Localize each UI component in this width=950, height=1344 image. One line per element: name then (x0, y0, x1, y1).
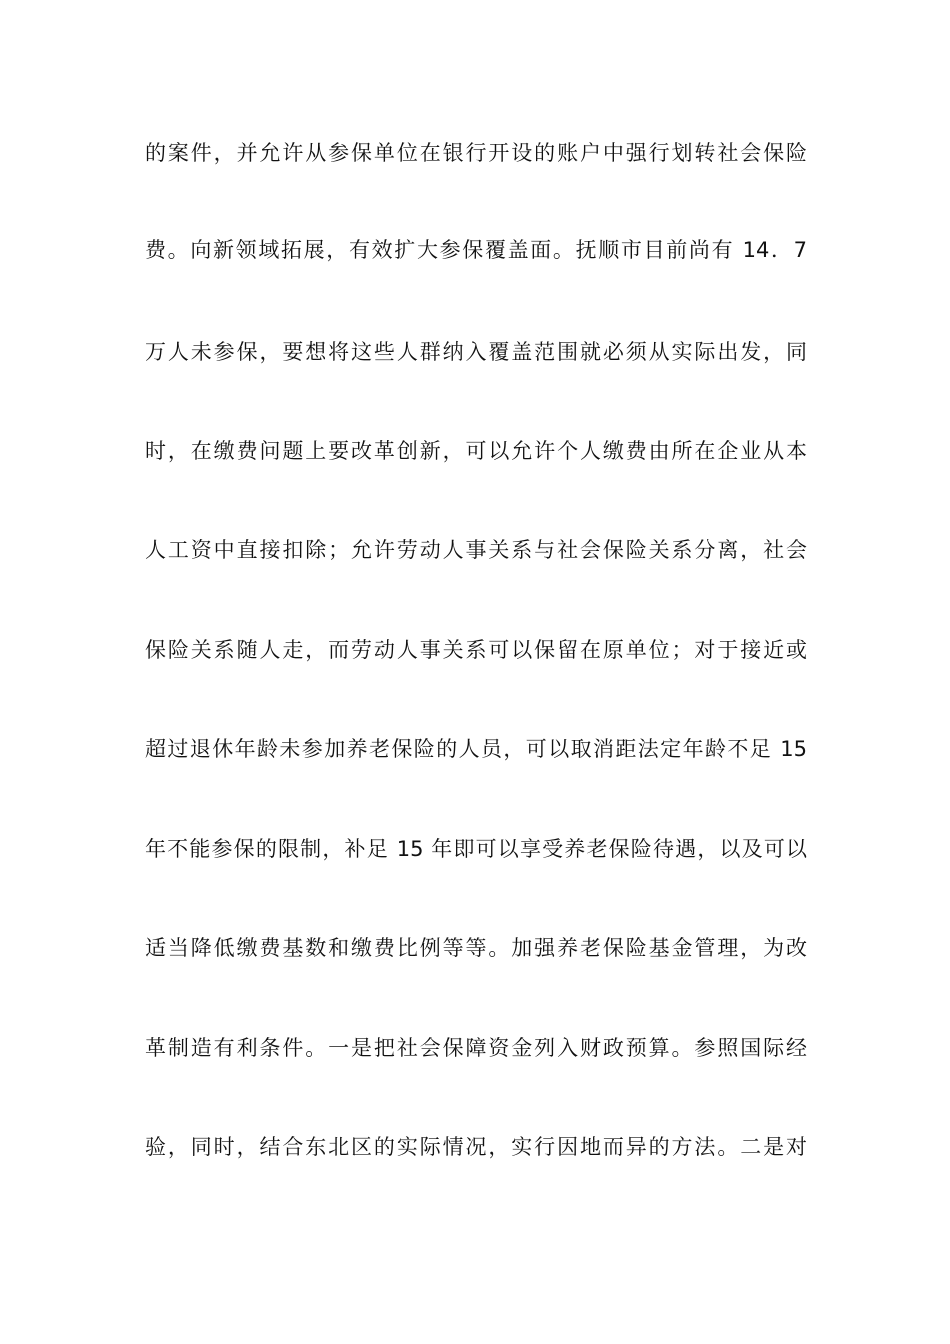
text-line: 验，同时，结合东北区的实际情况，实行因地而异的方法。二是对 (145, 1135, 807, 1159)
text-line: 年不能参保的限制，补足 15 年即可以享受养老保险待遇，以及可以 (145, 837, 807, 861)
text-line: 的案件，并允许从参保单位在银行开设的账户中强行划转社会保险 (145, 141, 807, 165)
text-line: 时，在缴费问题上要改革创新，可以允许个人缴费由所在企业从本 (145, 439, 807, 463)
text-line: 适当降低缴费基数和缴费比例等等。加强养老保险基金管理，为改 (145, 936, 807, 960)
text-line: 万人未参保，要想将这些人群纳入覆盖范围就必须从实际出发，同 (145, 340, 807, 364)
text-line: 费。向新领域拓展，有效扩大参保覆盖面。抚顺市目前尚有 14．7 (145, 238, 807, 262)
text-line: 革制造有利条件。一是把社会保障资金列入财政预算。参照国际经 (145, 1036, 807, 1060)
text-line: 人工资中直接扣除；允许劳动人事关系与社会保险关系分离，社会 (145, 538, 807, 562)
text-line: 超过退休年龄未参加养老保险的人员，可以取消距法定年龄不足 15 (145, 737, 807, 761)
text-line: 保险关系随人走，而劳动人事关系可以保留在原单位；对于接近或 (145, 638, 807, 662)
